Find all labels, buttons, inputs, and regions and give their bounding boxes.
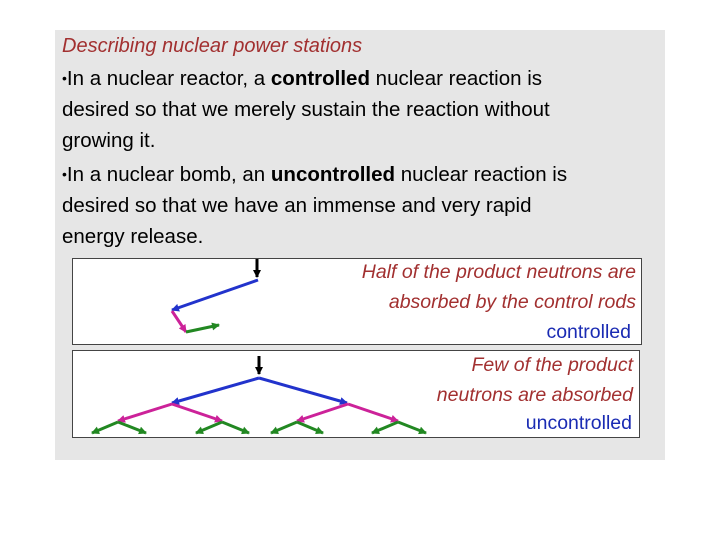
bullet-1-line-1: •In a nuclear reactor, a controlled nuclear reaction is <box>62 67 543 90</box>
controlled-caption-line-2: absorbed by the control rods <box>388 291 636 313</box>
bullet-icon: • <box>62 166 67 182</box>
uncontrolled-caption-line-2: neutrons are absorbed <box>436 384 633 406</box>
neutron-arrow <box>398 422 426 433</box>
neutron-arrow <box>259 378 347 403</box>
bullet-2-line-2: desired so that we have an immense and very rapid <box>62 194 532 217</box>
neutron-arrow <box>297 404 348 421</box>
neutron-arrow <box>196 422 222 433</box>
bullet-1-line-3: growing it. <box>62 129 156 152</box>
neutron-arrow <box>172 311 186 332</box>
neutron-arrow <box>118 422 146 433</box>
neutron-arrow <box>222 422 249 433</box>
neutron-arrow <box>118 404 172 421</box>
controlled-caption-line-1: Half of the product neutrons are <box>361 261 636 283</box>
bullet-icon: • <box>62 70 67 86</box>
bullet-1-line-2: desired so that we merely sustain the reaction without <box>62 98 550 121</box>
neutron-arrow <box>271 422 297 433</box>
neutron-arrow <box>297 422 323 433</box>
controlled-chain <box>172 259 258 332</box>
neutron-arrow <box>172 404 222 421</box>
keyword-uncontrolled: uncontrolled <box>270 163 396 186</box>
uncontrolled-label: uncontrolled <box>525 412 632 434</box>
uncontrolled-chain <box>92 356 426 433</box>
neutron-arrow <box>172 280 258 310</box>
neutron-arrow <box>372 422 398 433</box>
bullet-2-line-3: energy release. <box>62 225 204 248</box>
neutron-arrow <box>92 422 118 433</box>
slide-title: Describing nuclear power stations <box>62 35 363 57</box>
neutron-arrow <box>348 404 398 421</box>
uncontrolled-caption-line-1: Few of the product <box>471 354 633 376</box>
controlled-label: controlled <box>546 321 631 343</box>
neutron-arrow <box>186 325 219 332</box>
keyword-controlled: controlled <box>270 67 370 90</box>
neutron-arrow <box>172 378 259 403</box>
bullet-2-line-1: •In a nuclear bomb, an uncontrolled nuclear reaction is <box>62 163 568 186</box>
